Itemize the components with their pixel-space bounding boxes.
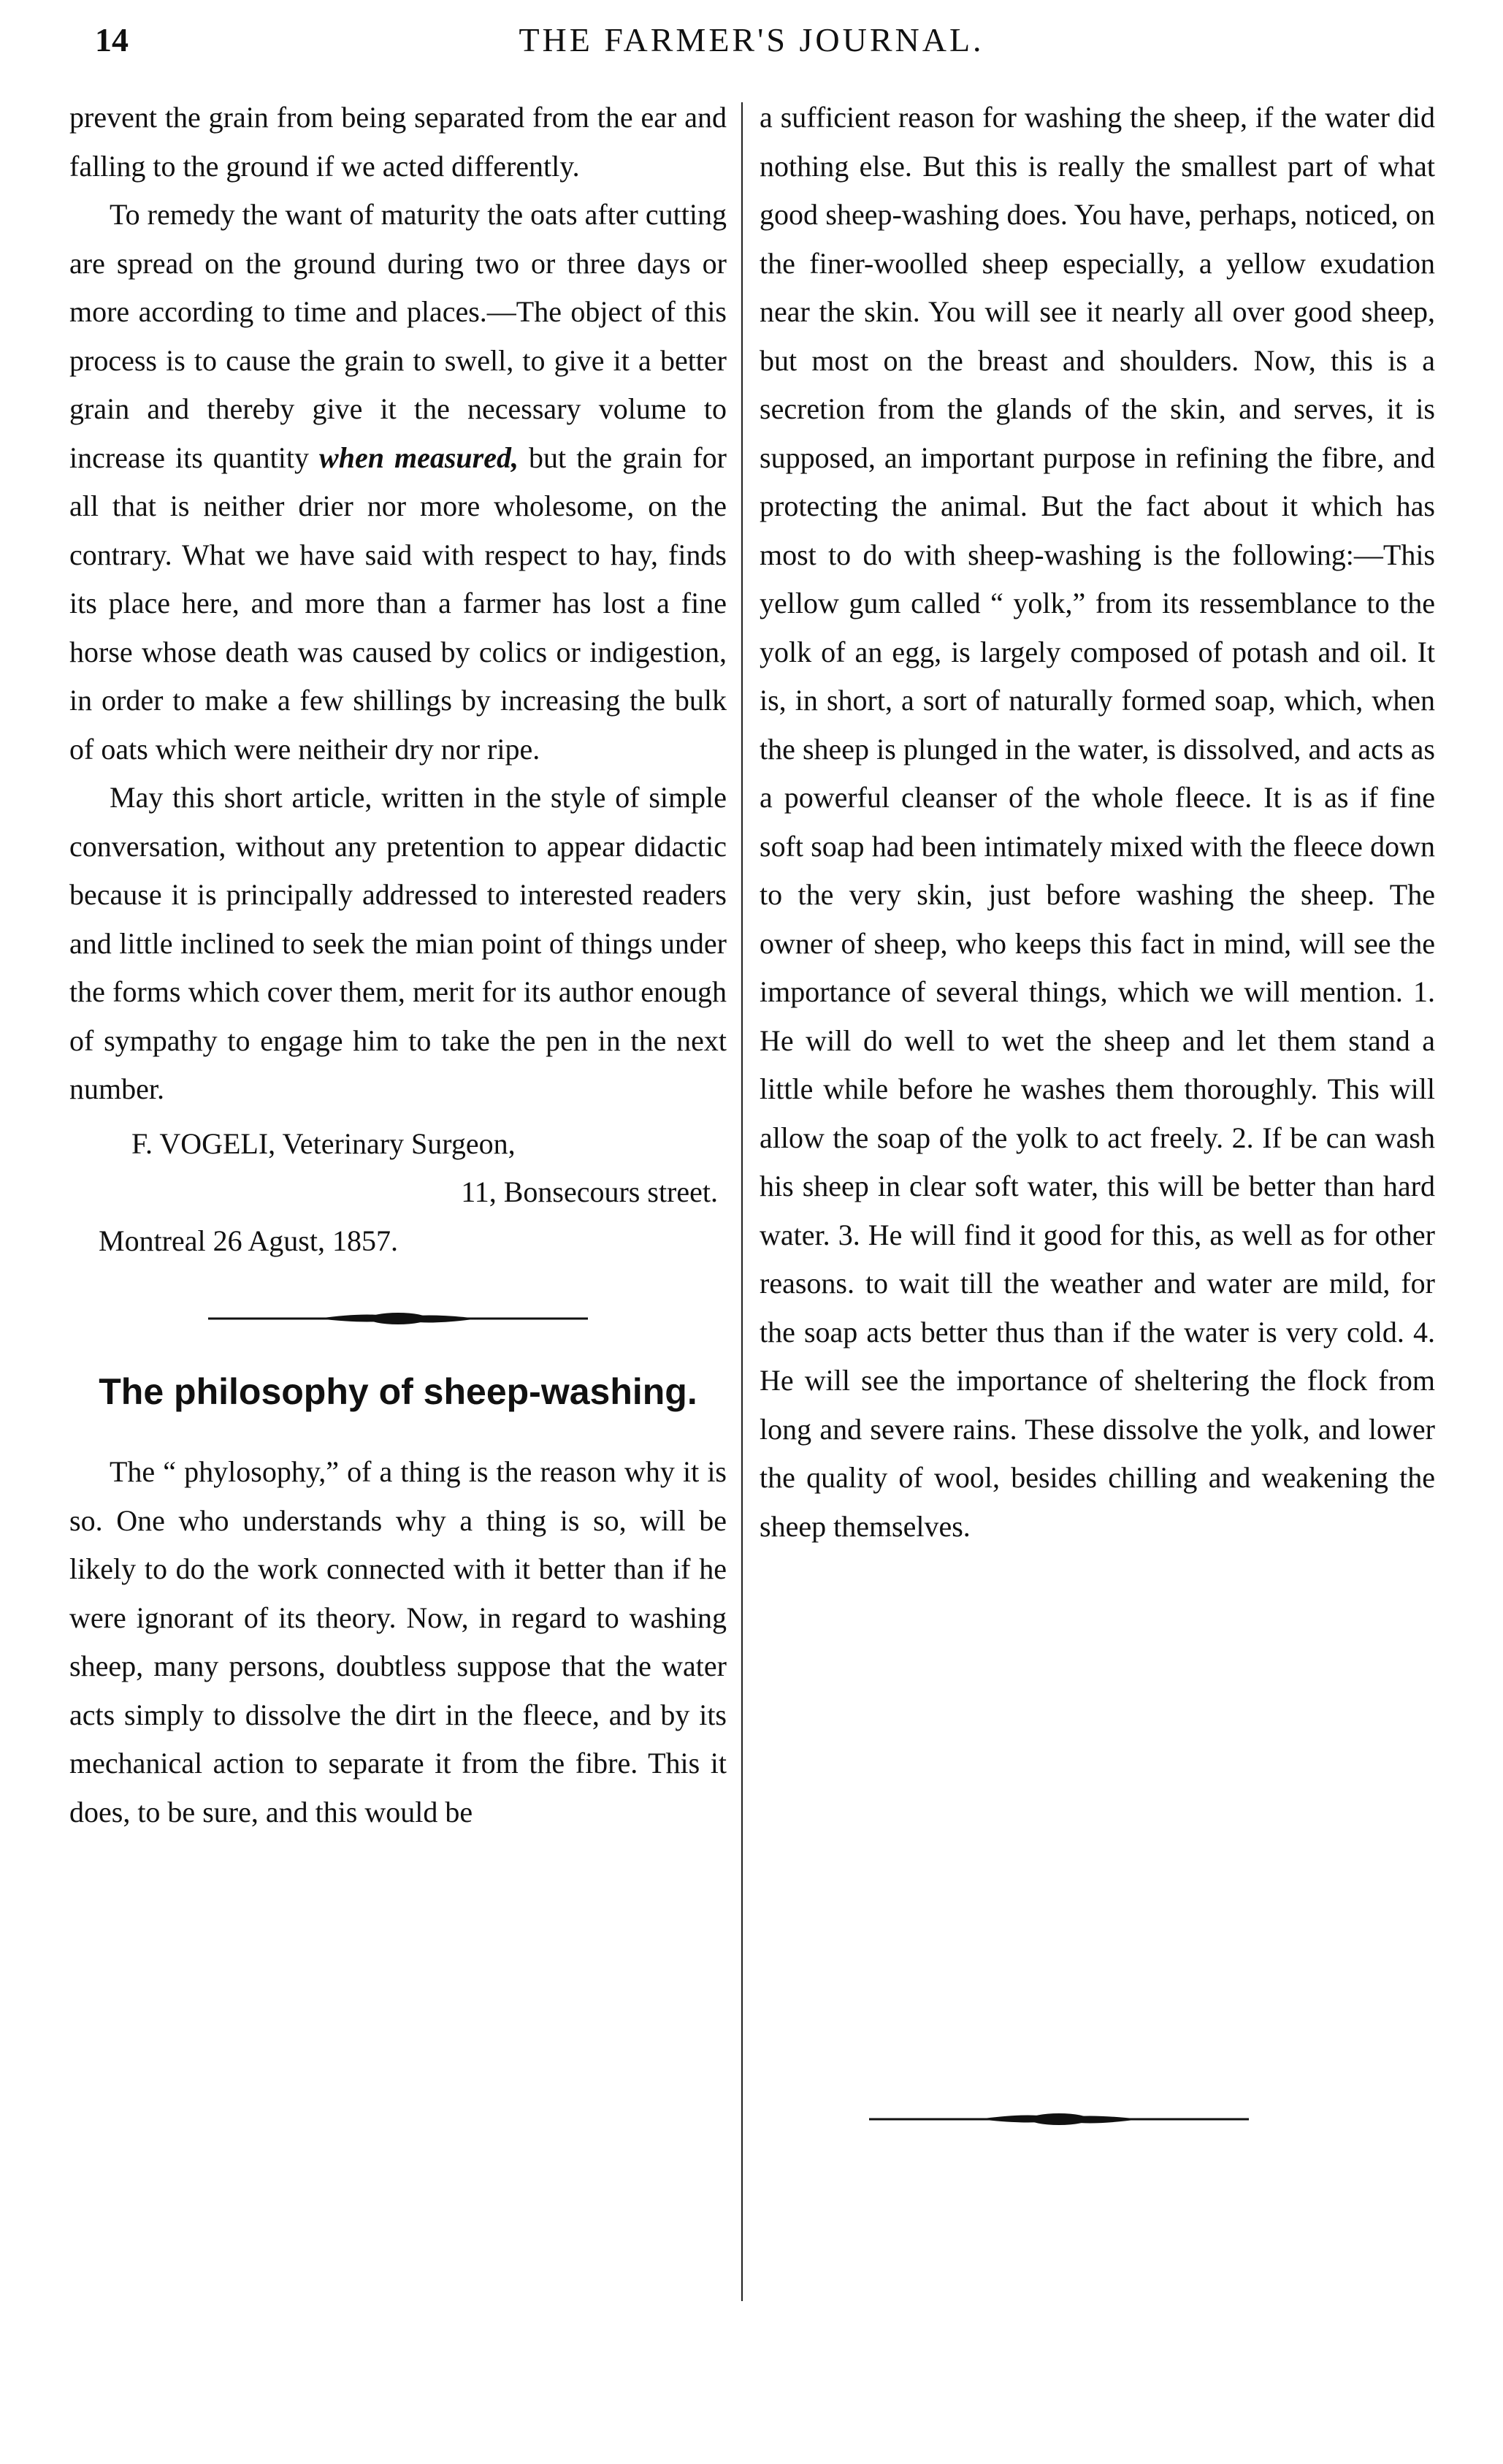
paragraph-philosophy: The “ phylosophy,” of a thing is the reason why it is so. One who understands why a thing is so, will be likely to do the work connected with it better than if he were ignorant of its theory. Now, in regard to washing sheep, many persons, doubtless suppose that the water acts simply to dissolve the dirt in the fleece, and by its mechanical action to separate it from the fibre. This it does, to be sure, and this would be [69, 1455, 727, 1828]
paragraph-yolk: a sufficient reason for washing the sheep, if the water did nothing else. But this is really the smallest part of what good sheep-washing does. You have, perhaps, noticed, on the finer-woolled sheep especially, a yellow exudation near the skin. You will see it nearly all over good sheep, but most on the breast and shoulders. Now, this is a secretion from the glands of the skin, and serves, it is supposed, an important purpose in refining the fibre, and protecting the animal. But the fact about it which has most to do with sheep-washing is the following:—This yellow gum called “ yolk,” from its ressemblance to the yolk of an egg, is largely composed of potash and oil. It is, in short, a sort of naturally formed soap, which, when the sheep is plunged in the water, is dissolved, and acts as a powerful cleanser of the whole fleece. It is as if fine soft soap had been intimately mixed with the fleece down to the very skin, just before washing the sheep. The owner of sheep, who keeps this fact in mind, will see the importance of several things, which we will mention. 1. He will do well to wet the sheep and let them stand a little while before he washes them thoroughly. This will allow the soap of the yolk to act freely. 2. If be can wash his sheep in clear soft water, this will be better than hard water. 3. He will find it good for this, as well as for other reasons. to wait till the weather and water are mild, for the soap acts better thus than if the water is very cold. 4. He will see the importance of sheltering the flock from long and severe rains. These dissolve the yolk, and lower the quality of wool, besides chilling and weakening the sheep themselves. [760, 101, 1435, 1543]
column-divider [741, 102, 743, 2301]
right-column [760, 94, 1435, 1551]
paragraph-continued: prevent the grain from being separated from the ear and falling to the ground if we acted differently. [69, 101, 727, 183]
section-title: The philosophy of sheep-washing. [99, 1371, 697, 1412]
signature-place-date: Montreal 26 Agust, 1857. [99, 1224, 398, 1257]
left-column [69, 94, 727, 1836]
paragraph-oats [69, 191, 727, 774]
paragraph-oats-text-b: but the grain for all that is neither drier nor more wholesome, on the contrary. What we have said with respect to hay, finds its place here, and more than a farmer has lost a fine horse whose death was caused by colics or indigestion, in order to make a few shillings by increasing the bulk of oats which were neitheir dry nor ripe. [69, 440, 727, 766]
journal-title: THE FARMER'S JOURNAL. [519, 21, 984, 58]
paragraph-oats-text-a: To remedy the want of maturity the oats after cutting are spread on the ground during two or three days or more according to time and places.—The object of this process is to cause the grain to swell, to give it a better grain and thereby give it the necessary volume to increase its quantity [69, 198, 727, 474]
page-header [0, 20, 1503, 72]
paragraph-oats-emphasis: when measured, [319, 440, 519, 474]
page-number: 14 [95, 21, 129, 58]
signature-address: 11, Bonsecours street. [461, 1175, 718, 1208]
paragraph-closing: May this short article, written in the style of simple conversation, without any pretention to appear didactic because it is principally addressed to interested readers and little inclined to seek the mian point of things under the forms which cover them, merit for its author enough of sympathy to engage him to take the pen in the next number. [69, 781, 727, 1105]
ornament-divider [208, 1309, 588, 1328]
ornament-divider-end [869, 2110, 1249, 2129]
signature-name: F. VOGELI, Veterinary Surgeon, [131, 1126, 516, 1160]
